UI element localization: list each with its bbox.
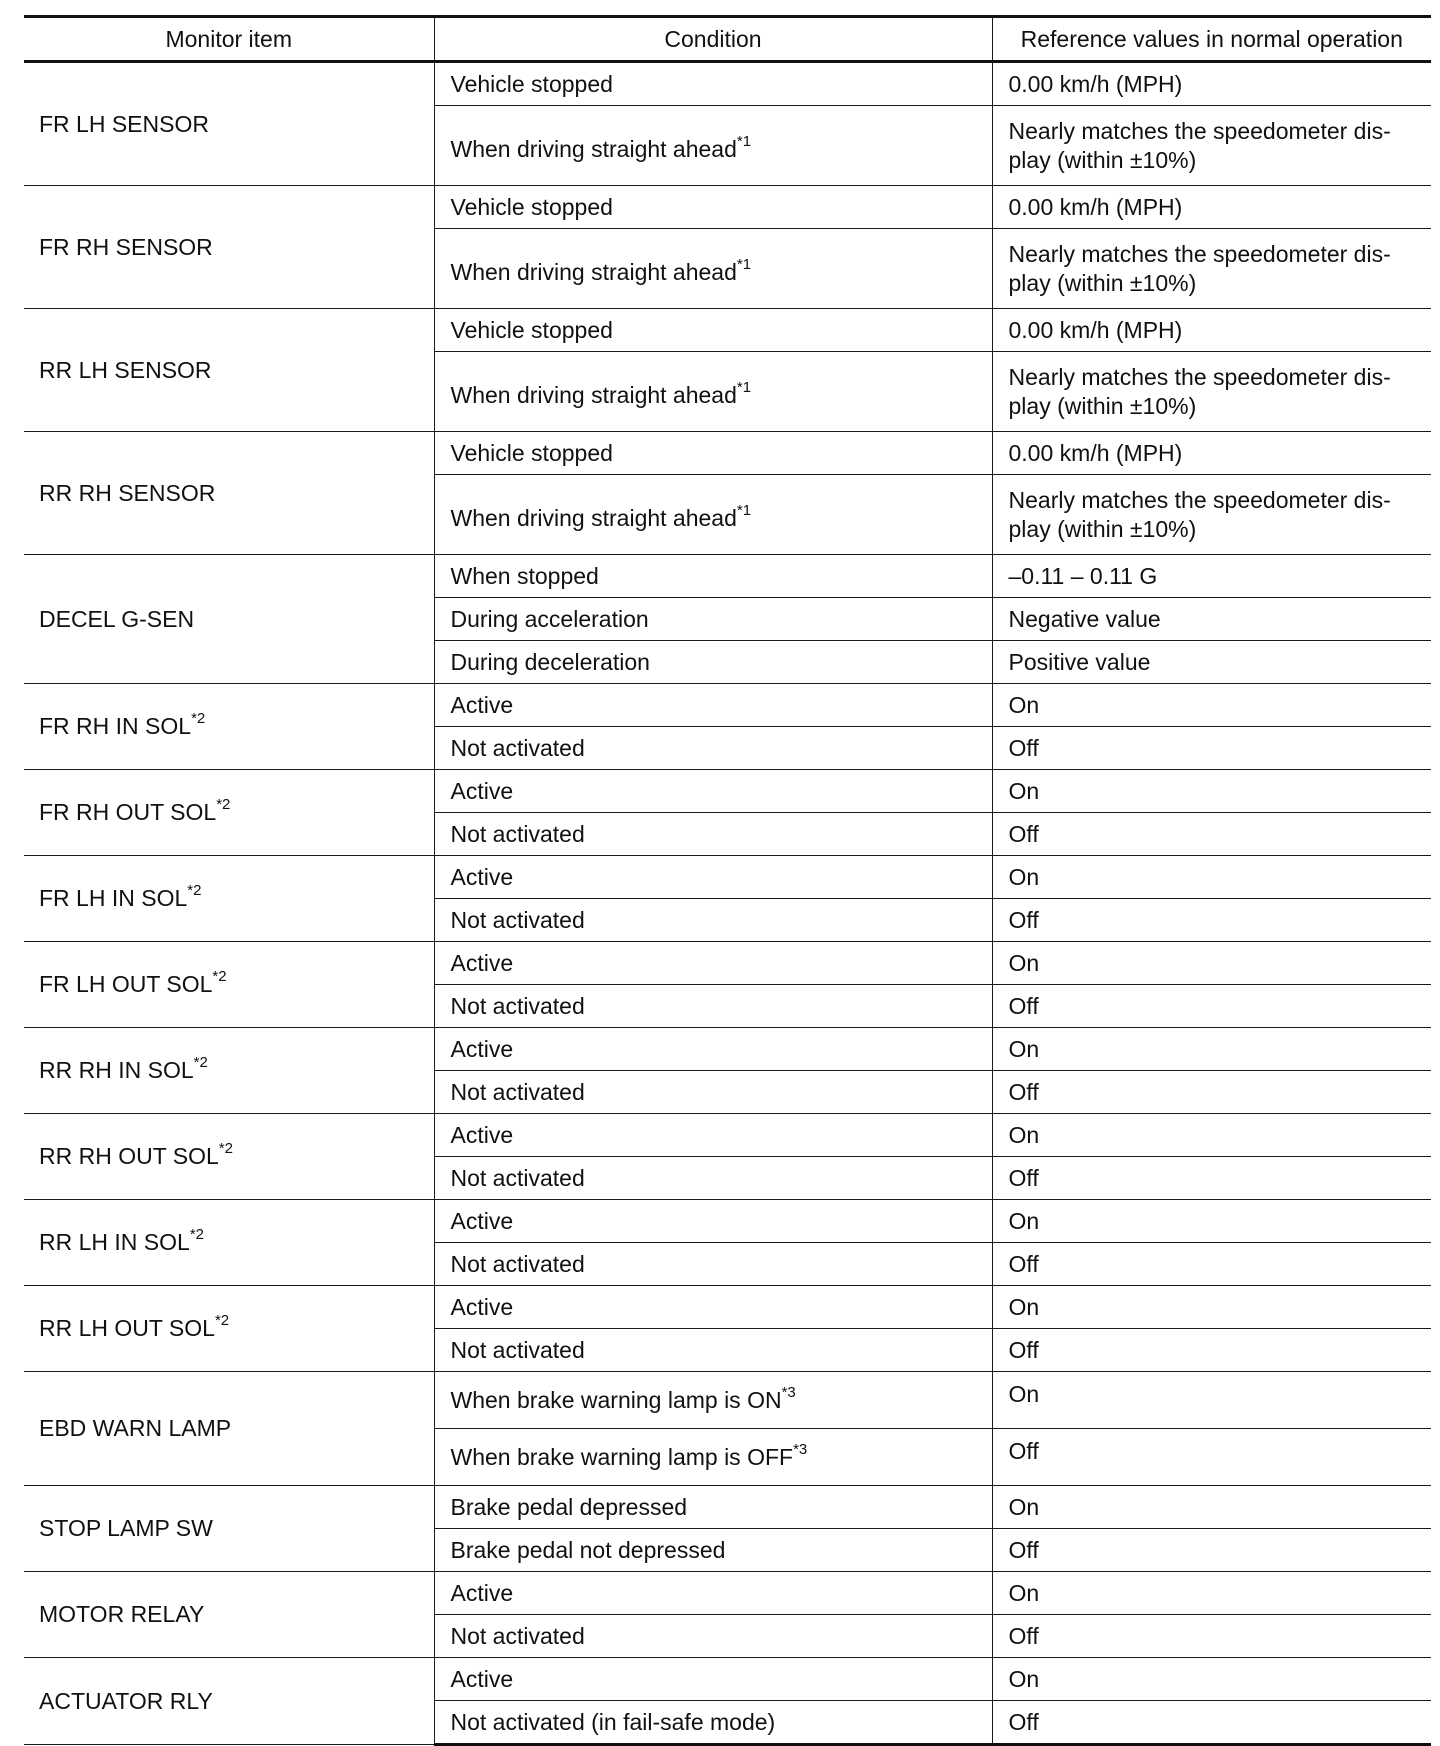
condition-text: During deceleration — [450, 648, 650, 675]
reference-value-cell — [992, 1658, 1431, 1701]
table-row — [24, 1486, 1431, 1529]
monitor-item-cell — [24, 186, 434, 309]
table-row — [24, 1028, 1431, 1071]
reference-value-cell — [992, 1529, 1431, 1572]
condition-cell — [434, 186, 992, 229]
condition-cell — [434, 475, 992, 555]
monitor-item-cell — [24, 770, 434, 856]
reference-value-text: 0.00 km/h (MPH) — [1008, 193, 1183, 220]
monitor-item-label: RR LH OUT SOL — [39, 1315, 215, 1341]
condition-text: When driving straight ahead — [450, 381, 737, 408]
reference-value-cell — [992, 1157, 1431, 1200]
reference-value-cell — [992, 1243, 1431, 1286]
reference-value-cell — [992, 598, 1431, 641]
monitor-item-label: RR LH SENSOR — [39, 356, 212, 383]
condition-text: When driving straight ahead — [450, 258, 737, 285]
monitor-item-cell — [24, 1200, 434, 1286]
condition-cell — [434, 770, 992, 813]
reference-value-cell — [992, 684, 1431, 727]
reference-value-text: On — [1008, 1493, 1040, 1520]
table-row — [24, 684, 1431, 727]
reference-value-text: Off — [1008, 1708, 1039, 1735]
header-monitor-item: Monitor item — [24, 17, 434, 62]
condition-text: Not activated — [450, 1078, 585, 1105]
condition-text: When brake warning lamp is ON — [450, 1386, 782, 1413]
monitor-item-cell — [24, 856, 434, 942]
condition-text: Active — [450, 949, 514, 976]
monitor-item-label: STOP LAMP SW — [39, 1515, 213, 1541]
monitor-item-label: FR LH SENSOR — [39, 110, 209, 137]
reference-value-cell — [992, 1114, 1431, 1157]
condition-text: When stopped — [450, 562, 599, 589]
monitor-item-cell — [24, 62, 434, 186]
reference-value-cell — [992, 309, 1431, 352]
condition-cell — [434, 1701, 992, 1745]
condition-text: Active — [450, 691, 514, 718]
condition-text: Not activated (in fail-safe mode) — [450, 1708, 776, 1735]
footnote-marker: *3 — [793, 1440, 808, 1458]
footnote-marker: *2 — [191, 710, 206, 728]
condition-text: Vehicle stopped — [450, 70, 613, 97]
condition-cell — [434, 1658, 992, 1701]
condition-cell — [434, 555, 992, 598]
table-row — [24, 1200, 1431, 1243]
monitor-item-label: DECEL G-SEN — [39, 605, 195, 632]
reference-value-text: 0.00 km/h (MPH) — [1008, 316, 1183, 343]
reference-value-cell — [992, 1329, 1431, 1372]
monitor-item-label: FR LH OUT SOL — [39, 971, 213, 997]
footnote-marker: *2 — [189, 1226, 205, 1244]
condition-cell — [434, 1200, 992, 1243]
monitor-item-cell — [24, 684, 434, 770]
monitor-item-label: RR LH IN SOL — [39, 1229, 190, 1255]
condition-text: When brake warning lamp is OFF — [450, 1443, 794, 1470]
condition-cell — [434, 942, 992, 985]
table-row — [24, 1572, 1431, 1615]
reference-value-text: Nearly matches the speedometer dis-play (within ±10%) — [1008, 363, 1391, 419]
condition-text: Not activated — [450, 1622, 585, 1649]
reference-value-cell — [992, 1286, 1431, 1329]
table-row — [24, 942, 1431, 985]
table-row — [24, 186, 1431, 229]
table-row — [24, 309, 1431, 352]
condition-text: Not activated — [450, 734, 585, 761]
condition-text: Not activated — [450, 820, 585, 847]
header-reference-values: Reference values in normal operation — [992, 17, 1431, 62]
reference-values-table — [24, 15, 1431, 1746]
reference-value-text: Off — [1008, 734, 1039, 761]
monitor-item-cell — [24, 1572, 434, 1658]
reference-value-cell — [992, 1200, 1431, 1243]
reference-value-cell — [992, 856, 1431, 899]
condition-text: Active — [450, 1665, 514, 1692]
reference-value-text: Off — [1008, 992, 1039, 1019]
monitor-item-cell — [24, 1658, 434, 1745]
reference-value-text: On — [1008, 1035, 1040, 1062]
footnote-marker: *1 — [736, 501, 752, 519]
condition-cell — [434, 1372, 992, 1429]
footnote-marker: *1 — [736, 132, 752, 150]
condition-cell — [434, 1615, 992, 1658]
condition-cell — [434, 1429, 992, 1486]
condition-cell — [434, 1286, 992, 1329]
condition-text: When driving straight ahead — [450, 135, 737, 162]
reference-value-cell — [992, 727, 1431, 770]
footnote-marker: *1 — [736, 255, 752, 273]
monitor-item-cell — [24, 309, 434, 432]
condition-text: Active — [450, 1579, 514, 1606]
reference-value-text: On — [1008, 1207, 1040, 1234]
condition-cell — [434, 985, 992, 1028]
reference-value-cell — [992, 186, 1431, 229]
table-row — [24, 1658, 1431, 1701]
footnote-marker: *2 — [193, 1054, 208, 1072]
reference-value-cell — [992, 555, 1431, 598]
condition-text: Vehicle stopped — [450, 439, 613, 466]
reference-value-cell — [992, 106, 1431, 186]
condition-cell — [434, 106, 992, 186]
reference-value-cell — [992, 641, 1431, 684]
monitor-item-cell — [24, 555, 434, 684]
reference-value-text: Off — [1008, 1250, 1039, 1277]
monitor-item-cell — [24, 1114, 434, 1200]
table-row — [24, 432, 1431, 475]
monitor-item-cell — [24, 1486, 434, 1572]
reference-value-text: On — [1008, 1381, 1040, 1407]
table-row — [24, 1286, 1431, 1329]
reference-value-cell — [992, 1615, 1431, 1658]
reference-value-text: Off — [1008, 1536, 1039, 1563]
reference-value-cell — [992, 432, 1431, 475]
monitor-item-label: RR RH SENSOR — [39, 479, 216, 506]
monitor-item-cell — [24, 942, 434, 1028]
condition-text: Vehicle stopped — [450, 193, 613, 220]
condition-cell — [434, 813, 992, 856]
table-header-row — [24, 17, 1431, 62]
reference-value-cell — [992, 942, 1431, 985]
condition-cell — [434, 1114, 992, 1157]
footnote-marker: *1 — [736, 378, 752, 396]
reference-value-text: Nearly matches the speedometer dis-play (within ±10%) — [1008, 240, 1391, 296]
reference-value-cell — [992, 813, 1431, 856]
reference-value-text: Nearly matches the speedometer dis-play (within ±10%) — [1008, 117, 1391, 173]
table-row — [24, 770, 1431, 813]
reference-value-text: On — [1008, 1665, 1040, 1692]
reference-value-text: Off — [1008, 1078, 1039, 1105]
condition-cell — [434, 684, 992, 727]
table-row — [24, 62, 1431, 106]
reference-value-cell — [992, 1701, 1431, 1745]
condition-cell — [434, 432, 992, 475]
reference-value-text: On — [1008, 863, 1040, 890]
condition-cell — [434, 1529, 992, 1572]
reference-value-text: On — [1008, 949, 1040, 976]
condition-text: Not activated — [450, 906, 585, 933]
condition-cell — [434, 1486, 992, 1529]
reference-value-text: On — [1008, 777, 1040, 804]
reference-value-text: Off — [1008, 1438, 1039, 1464]
reference-value-cell — [992, 1028, 1431, 1071]
reference-value-text: Off — [1008, 1164, 1039, 1191]
table-row — [24, 856, 1431, 899]
condition-text: Active — [450, 777, 514, 804]
condition-cell — [434, 1243, 992, 1286]
condition-text: Active — [450, 1207, 514, 1234]
reference-value-cell — [992, 62, 1431, 106]
monitor-item-cell — [24, 1372, 434, 1486]
condition-cell — [434, 641, 992, 684]
monitor-item-label: MOTOR RELAY — [39, 1601, 205, 1627]
monitor-item-label: FR RH IN SOL — [39, 713, 192, 739]
condition-cell — [434, 727, 992, 770]
reference-value-text: Nearly matches the speedometer dis-play (within ±10%) — [1008, 486, 1391, 542]
monitor-item-label: RR RH IN SOL — [39, 1057, 194, 1083]
condition-text: When driving straight ahead — [450, 504, 737, 531]
reference-value-text: Off — [1008, 820, 1039, 847]
reference-value-text: Positive value — [1008, 648, 1151, 675]
reference-value-cell — [992, 1071, 1431, 1114]
reference-value-cell — [992, 1486, 1431, 1529]
condition-cell — [434, 352, 992, 432]
reference-value-text: 0.00 km/h (MPH) — [1008, 70, 1183, 97]
reference-value-text: Off — [1008, 906, 1039, 933]
condition-text: Brake pedal not depressed — [450, 1536, 726, 1563]
condition-cell — [434, 1071, 992, 1114]
monitor-item-label: RR RH OUT SOL — [39, 1143, 219, 1169]
reference-value-text: Off — [1008, 1622, 1039, 1649]
monitor-item-cell — [24, 1028, 434, 1114]
monitor-item-cell — [24, 1286, 434, 1372]
reference-value-cell — [992, 1572, 1431, 1615]
condition-text: Active — [450, 863, 514, 890]
footnote-marker: *2 — [216, 796, 231, 814]
table-row — [24, 1114, 1431, 1157]
reference-value-cell — [992, 770, 1431, 813]
condition-cell — [434, 598, 992, 641]
condition-cell — [434, 899, 992, 942]
condition-text: Active — [450, 1293, 514, 1320]
condition-text: During acceleration — [450, 605, 649, 632]
condition-text: Not activated — [450, 1250, 585, 1277]
condition-text: Not activated — [450, 992, 585, 1019]
reference-value-text: On — [1008, 691, 1040, 718]
reference-value-cell — [992, 1372, 1431, 1429]
reference-value-cell — [992, 899, 1431, 942]
reference-value-cell — [992, 985, 1431, 1028]
reference-value-text: Off — [1008, 1336, 1039, 1363]
footnote-marker: *2 — [214, 1312, 230, 1330]
reference-value-text: On — [1008, 1579, 1040, 1606]
reference-value-text: On — [1008, 1121, 1040, 1148]
monitor-item-label: FR LH IN SOL — [39, 885, 188, 911]
monitor-item-label: FR RH SENSOR — [39, 233, 213, 260]
condition-cell — [434, 1572, 992, 1615]
monitor-item-label: ACTUATOR RLY — [39, 1687, 213, 1714]
condition-cell — [434, 1157, 992, 1200]
reference-value-cell — [992, 352, 1431, 432]
reference-value-text: 0.00 km/h (MPH) — [1008, 439, 1183, 466]
footnote-marker: *2 — [212, 968, 227, 986]
condition-cell — [434, 229, 992, 309]
monitor-item-cell — [24, 432, 434, 555]
condition-text: Active — [450, 1121, 514, 1148]
condition-text: Brake pedal depressed — [450, 1493, 688, 1520]
reference-value-text: On — [1008, 1293, 1040, 1320]
monitor-item-label: EBD WARN LAMP — [39, 1415, 232, 1441]
table-body — [24, 62, 1431, 1745]
table-row — [24, 1372, 1431, 1429]
footnote-marker: *2 — [187, 882, 202, 900]
reference-value-text: –0.11 – 0.11 G — [1008, 562, 1158, 589]
reference-value-cell — [992, 475, 1431, 555]
condition-text: Vehicle stopped — [450, 316, 613, 343]
reference-value-cell — [992, 1429, 1431, 1486]
condition-cell — [434, 62, 992, 106]
reference-value-text: Negative value — [1008, 605, 1161, 632]
condition-cell — [434, 1028, 992, 1071]
condition-cell — [434, 1329, 992, 1372]
footnote-marker: *2 — [218, 1140, 233, 1158]
reference-value-cell — [992, 229, 1431, 309]
condition-text: Active — [450, 1035, 514, 1062]
condition-cell — [434, 856, 992, 899]
condition-text: Not activated — [450, 1164, 585, 1191]
monitor-item-label: FR RH OUT SOL — [39, 799, 217, 825]
condition-cell — [434, 309, 992, 352]
footnote-marker: *3 — [781, 1383, 796, 1401]
header-condition: Condition — [434, 17, 992, 62]
condition-text: Not activated — [450, 1336, 585, 1363]
table-row — [24, 555, 1431, 598]
